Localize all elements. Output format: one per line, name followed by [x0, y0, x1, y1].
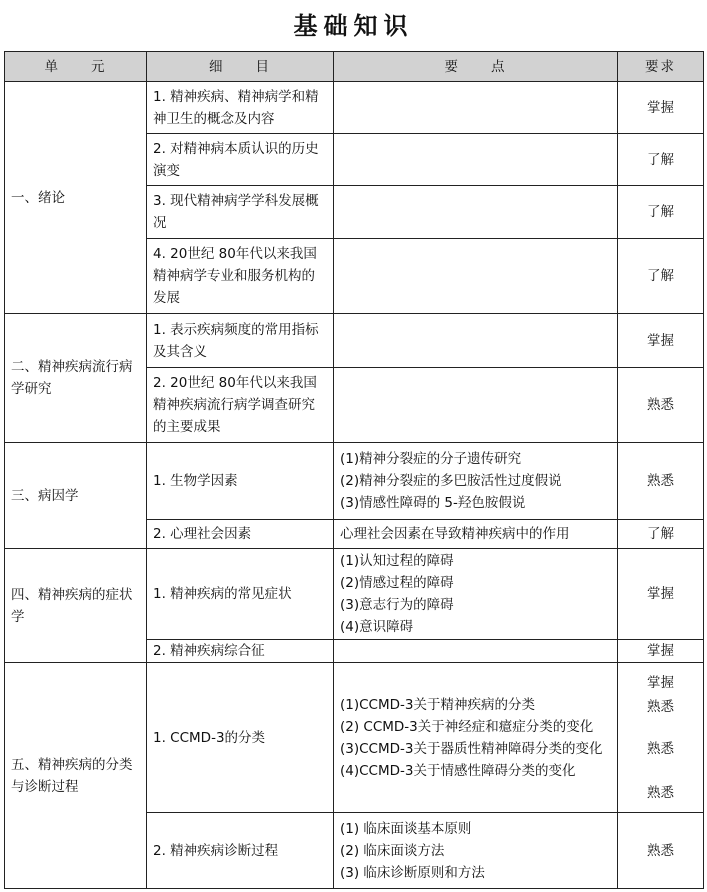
unit-cell: 二、精神疾病流行病学研究 — [5, 314, 147, 443]
requirement-cell: 了解 — [618, 520, 704, 549]
point-line: (1) 临床面谈基本原则 — [340, 820, 472, 837]
point-line: (3)情感性障碍的 5-羟色胺假说 — [340, 495, 526, 511]
item-cell: 1. 精神疾病的常见症状 — [147, 549, 334, 640]
points-cell — [334, 663, 618, 813]
header-item: 细 目 — [147, 52, 334, 82]
point-line: (1)认知过程的障碍 — [340, 553, 454, 569]
point-line: 心理社会因素在导致精神疾病中的作用 — [340, 526, 570, 542]
point-line: (3)意志行为的障碍 — [340, 597, 454, 613]
requirement-cell: 了解 — [618, 134, 704, 186]
item-cell: 2. 20世纪 80年代以来我国精神疾病流行病学调查研究的主要成果 — [147, 368, 334, 443]
item-cell: 1. 生物学因素 — [147, 443, 334, 520]
unit-cell: 四、精神疾病的症状学 — [5, 549, 147, 663]
header-requirement: 要求 — [618, 52, 704, 82]
point-line: (2) 临床面谈方法 — [340, 842, 445, 859]
requirement-cell: 了解 — [618, 186, 704, 239]
table-row — [5, 443, 704, 520]
points-cell — [334, 239, 618, 314]
points-cell — [334, 549, 618, 640]
requirement-cell: 熟悉 — [618, 368, 704, 443]
requirement-cell: 掌握 熟悉 熟悉 熟悉 — [618, 663, 704, 813]
requirement-cell: 熟悉 — [618, 813, 704, 889]
page-title: 基础知识 — [293, 12, 414, 40]
points-cell — [334, 640, 618, 663]
points-cell — [334, 813, 618, 889]
points-cell — [334, 186, 618, 239]
points-cell — [334, 314, 618, 368]
point-line: (2) CCMD-3关于神经症和癔症分类的变化 — [340, 718, 594, 735]
point-line: (1)精神分裂症的分子遗传研究 — [340, 451, 522, 467]
item-cell: 1. 表示疾病频度的常用指标及其含义 — [147, 314, 334, 368]
item-cell: 1. 精神疾病、精神病学和精神卫生的概念及内容 — [147, 82, 334, 134]
item-cell: 2. 精神疾病综合征 — [147, 640, 334, 663]
item-cell: 3. 现代精神病学学科发展概况 — [147, 186, 334, 239]
syllabus-table — [4, 51, 704, 889]
points-cell — [334, 134, 618, 186]
requirement-cell: 掌握 — [618, 640, 704, 663]
requirement-cell: 掌握 — [618, 314, 704, 368]
point-line: (3)CCMD-3关于器质性精神障碍分类的变化 — [340, 740, 603, 757]
point-line: (1)CCMD-3关于精神疾病的分类 — [340, 696, 535, 713]
points-cell — [334, 82, 618, 134]
requirement-cell: 熟悉 — [618, 443, 704, 520]
table-row — [5, 549, 704, 640]
unit-cell: 三、病因学 — [5, 443, 147, 549]
item-cell: 2. 心理社会因素 — [147, 520, 334, 549]
point-line: (2)情感过程的障碍 — [340, 575, 454, 591]
item-cell: 2. 精神疾病诊断过程 — [147, 813, 334, 889]
table-row — [5, 82, 704, 134]
table-header-row — [5, 52, 704, 82]
point-line: (4)CCMD-3关于情感性障碍分类的变化 — [340, 762, 576, 779]
requirement-cell: 了解 — [618, 239, 704, 314]
item-cell: 4. 20世纪 80年代以来我国精神病学专业和服务机构的发展 — [147, 239, 334, 314]
point-line: (3) 临床诊断原则和方法 — [340, 864, 485, 881]
point-line: (4)意识障碍 — [340, 619, 414, 635]
points-cell — [334, 443, 618, 520]
table-row — [5, 663, 704, 813]
header-points: 要 点 — [334, 52, 618, 82]
requirement-cell: 掌握 — [618, 82, 704, 134]
item-cell: 2. 对精神病本质认识的历史演变 — [147, 134, 334, 186]
item-cell: 1. CCMD-3的分类 — [147, 663, 334, 813]
unit-cell: 五、精神疾病的分类与诊断过程 — [5, 663, 147, 889]
point-line: (2)精神分裂症的多巴胺活性过度假说 — [340, 473, 562, 489]
points-cell — [334, 368, 618, 443]
points-cell — [334, 520, 618, 549]
header-unit: 单 元 — [5, 52, 147, 82]
requirement-cell: 掌握 — [618, 549, 704, 640]
table-row — [5, 314, 704, 368]
unit-cell: 一、绪论 — [5, 82, 147, 314]
